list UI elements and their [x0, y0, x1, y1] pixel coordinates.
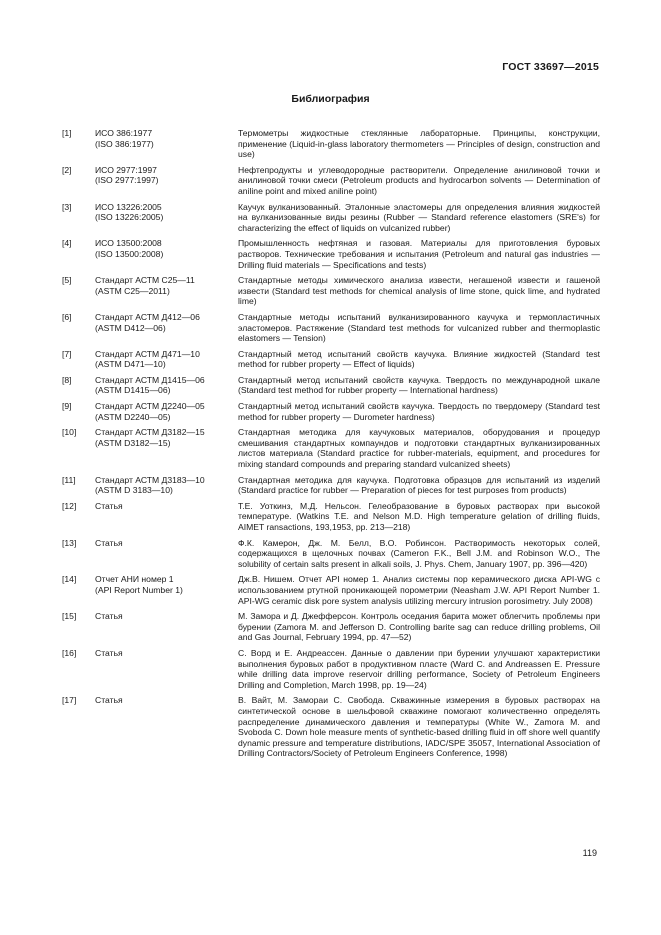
entry-source — [95, 202, 238, 234]
entry-source-ru: Статья — [95, 695, 123, 706]
entry-number: [16] — [62, 647, 77, 658]
bibliography-entry — [62, 375, 600, 396]
document-code: ГОСТ 33697—2015 — [502, 61, 599, 73]
entry-description: Стандартная методика для каучука. Подготовка образцов для испытаний из изделий (Standard practice for rubber — Preparation of pieces for test purposes from products) — [238, 474, 600, 496]
entry-source — [95, 648, 238, 690]
entry-description: Стандартный метод испытаний свойств каучука. Твердость по международной шкале (Standard test method for rubber property — International hardness) — [238, 374, 600, 396]
page-number: 119 — [582, 848, 597, 858]
entry-description: С. Ворд и Е. Андреассен. Данные о давлении при бурении улучшают характеристики выполнения буровых работ в продуктивном пласте (Ward C. and Andreassen E. Pressure while drilling data improve reservoir drilling performance, Society of Petroleum Engineers Drilling and Completion, March 1998, pp. 19—24) — [238, 647, 600, 690]
entry-source-ru: Статья — [95, 537, 123, 548]
entry-source — [95, 695, 238, 759]
entry-source-ru: Отчет АНИ номер 1 — [95, 574, 174, 585]
entry-description: Стандартные методы химического анализа извести, негашеной извести и гашеной извести (Standard test methods for chemical analysis of lime stone, quick lime, and hydrated lime) — [238, 275, 600, 307]
bibliography-entry — [62, 501, 600, 533]
entry-source-ru: ИСО 13500:2008 — [95, 238, 162, 249]
entry-description: Стандартная методика для каучуковых материалов, оборудования и процедур смешивания стандартных компаундов и подготовки стандартных вулканизированных листов материала (Standard practice for rubber-materials, equipment, and procedures for mixing standard compounds and preparing standard vulcanized sheets) — [238, 427, 600, 470]
entry-source-ru: Стандарт АСТМ Д1415—06 — [95, 374, 205, 385]
entry-number: [9] — [62, 401, 72, 412]
entry-description: Каучук вулканизованный. Эталонные эластомеры для определения влияния жидкостей на вулканизованные виды резины (Rubber — Standard reference elastomers (SRE's) for characterizing the effect of liquids on vulcanized rubber) — [238, 201, 600, 233]
entry-source-en: (ISO 2977:1997) — [95, 175, 159, 186]
entry-source-en: (ASTM C25—2011) — [95, 285, 170, 296]
entry-source-en: (ASTM D1415—06) — [95, 385, 171, 396]
entry-source — [95, 275, 238, 307]
entry-source — [95, 611, 238, 643]
bibliography-list — [62, 128, 600, 764]
entry-description: Термометры жидкостные стеклянные лабораторные. Принципы, конструкции, применение (Liquid-in-glass laboratory thermometers — Principles of design, construction and use) — [238, 128, 600, 160]
entry-description: Стандартные методы испытаний вулканизированного каучука и термопластичных эластомеров. Растяжение (Standard test methods for vulcanized rubber and thermoplastic elastomers — Tension) — [238, 311, 600, 344]
entry-number: [3] — [62, 201, 72, 212]
entry-number: [15] — [62, 611, 77, 622]
entry-source-en: (ASTM D471—10) — [95, 359, 166, 370]
entry-number: [11] — [62, 474, 76, 485]
bibliography-entry — [62, 238, 600, 270]
entry-source-ru: Стандарт АСТМ Д412—06 — [95, 311, 200, 322]
entry-description: Дж.В. Нишем. Отчет API номер 1. Анализ системы пор керамического диска API-WG с использованием ртутной проникающей порометрии (Neasham J.W. API Report Number 1. API-WG ceramic disk pore system analysis utilizing mercury intrusion porosimetry. July 2008) — [238, 574, 600, 606]
bibliography-entry — [62, 574, 600, 606]
entry-description: Стандартный метод испытаний свойств каучука. Твердость по твердомеру (Standard test method for rubber property — Durometer hardness) — [238, 401, 600, 422]
entry-number: [4] — [62, 238, 72, 249]
entry-source-en: (ISO 386:1977) — [95, 138, 154, 149]
entry-source — [95, 238, 238, 270]
entry-number: [13] — [62, 537, 77, 548]
entry-number: [10] — [62, 427, 77, 438]
section-title: Библиография — [291, 93, 370, 105]
bibliography-entry — [62, 312, 600, 344]
entry-number: [1] — [62, 128, 72, 138]
entry-source — [95, 501, 238, 533]
entry-number: [14] — [62, 574, 77, 585]
bibliography-entry — [62, 611, 600, 643]
entry-description: М. Замора и Д. Джефферсон. Контроль оседания барита может облегчить проблемы при бурении (Zamora M. and Jefferson D. Controlling barite sag can reduce drilling problems, Oil and Gas Journal, February 1994, pp. 47—52) — [238, 611, 600, 643]
entry-source — [95, 375, 238, 396]
bibliography-entry — [62, 475, 600, 496]
entry-source-ru: ИСО 386:1977 — [95, 128, 153, 138]
bibliography-entry — [62, 427, 600, 469]
bibliography-entry — [62, 648, 600, 690]
bibliography-entry — [62, 275, 600, 307]
entry-description: Т.Е. Уоткинз, М.Д. Нельсон. Гелеобразование в буровых растворах при высокой температуре. (Watkins T.E. and Nelson M.D. High temperature gelation of drilling fluids, AIMET ransactions, 193,1953, pp. 213—218) — [238, 500, 600, 532]
entry-source — [95, 538, 238, 570]
entry-source-ru: ИСО 13226:2005 — [95, 201, 162, 212]
bibliography-entry — [62, 128, 600, 160]
bibliography-entry — [62, 202, 600, 234]
entry-source — [95, 128, 238, 160]
entry-source — [95, 475, 238, 496]
bibliography-entry — [62, 165, 600, 197]
entry-source-ru: Стандарт АСТМ Д3183—10 — [95, 474, 205, 485]
entry-source-en: (ASTM D2240—05) — [95, 411, 171, 422]
entry-source-ru: Статья — [95, 611, 123, 622]
bibliography-entry — [62, 349, 600, 370]
entry-source-en: (API Report Number 1) — [95, 584, 183, 595]
entry-number: [2] — [62, 164, 72, 175]
entry-description: В. Вайт, М. Замораи С. Свобода. Скважинные измерения в буровых растворах на синтетической основе в шельфовой скважине помогают количественно определять распределение динамического давления и температуры (White W., Zamora M. and Svoboda C. Down hole measure ments of synthetic-based drilling fluid in off shore well quantify dynamic pressure and temperature distributions, IADC/SPE 35057, International Association of Drilling Contractors/Society of Petroleum Engineers Conference, 1998) — [238, 695, 600, 759]
entry-description: Ф.К. Камерон, Дж. М. Белл, В.О. Робинсон. Растворимость некоторых солей, содержащихся в щелочных почвах (Cameron F.K., Bell J.M. and Robinson W.O., The solubility of certain salts present in alkali soils, J. Phys. Chem, January 1907, pp. 396—420) — [238, 537, 600, 569]
bibliography-entry — [62, 538, 600, 570]
entry-description: Нефтепродукты и углеводородные растворители. Определение анилиновой точки и анилиновой точки смеси (Petroleum products and hydrocarbon solvents — Determination of aniline point and mixed aniline point) — [238, 164, 600, 196]
entry-source-ru: Стандарт АСТМ Д471—10 — [95, 348, 200, 359]
entry-source — [95, 312, 238, 344]
entry-source-en: (ISO 13500:2008) — [95, 248, 164, 259]
entry-description: Стандартный метод испытаний свойств каучука. Влияние жидкостей (Standard test method for rubber property — Effect of liquids) — [238, 348, 600, 370]
entry-source — [95, 165, 238, 197]
entry-source-ru: Статья — [95, 647, 123, 658]
entry-source-ru: Стандарт АСТМ С25—11 — [95, 275, 195, 286]
entry-source-en: (ISO 13226:2005) — [95, 212, 164, 223]
entry-source — [95, 349, 238, 370]
entry-number: [17] — [62, 695, 77, 706]
bibliography-entry — [62, 695, 600, 759]
entry-source-ru: Стандарт АСТМ Д2240—05 — [95, 401, 205, 412]
entry-number: [7] — [62, 348, 72, 359]
entry-description: Промышленность нефтяная и газовая. Материалы для приготовления буровых растворов. Технические требования и испытания (Petroleum and natural gas industries — Drilling fluid materials — Specifications and tests) — [238, 238, 600, 270]
entry-number: [6] — [62, 311, 72, 322]
entry-number: [12] — [62, 500, 77, 511]
entry-number: [8] — [62, 374, 72, 385]
bibliography-entry — [62, 401, 600, 422]
entry-source-ru: ИСО 2977:1997 — [95, 164, 157, 175]
entry-source-en: (ASTM D3182—15) — [95, 437, 171, 448]
entry-source — [95, 574, 238, 606]
entry-source-en: (ASTM D 3183—10) — [95, 485, 173, 496]
entry-source-ru: Стандарт АСТМ Д3182—15 — [95, 427, 205, 438]
entry-source-ru: Статья — [95, 500, 123, 511]
entry-source — [95, 401, 238, 422]
entry-number: [5] — [62, 275, 72, 286]
entry-source-en: (ASTM D412—06) — [95, 322, 166, 333]
entry-source — [95, 427, 238, 469]
